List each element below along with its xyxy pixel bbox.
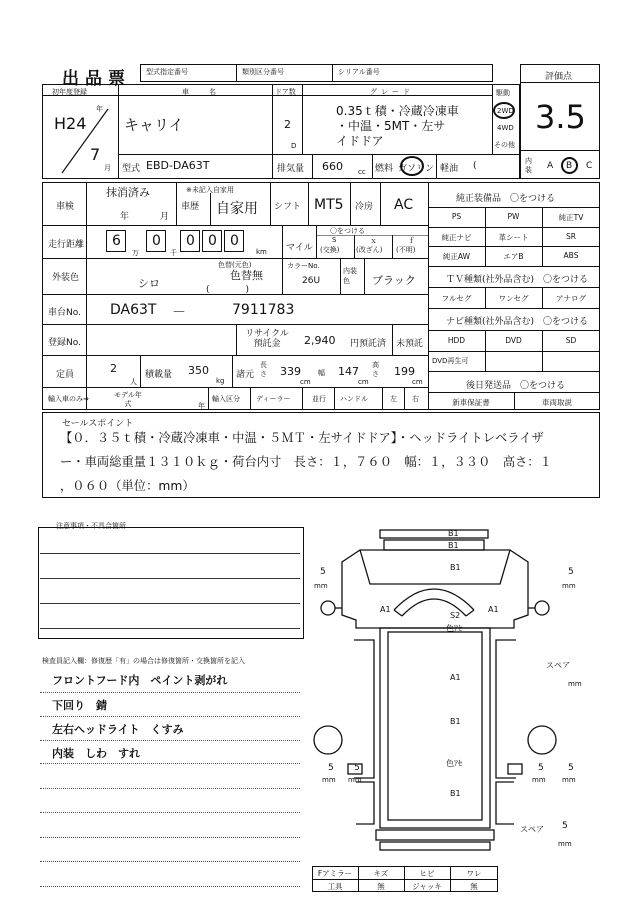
sales-point-line1: 【０．３５ｔ積・冷蔵冷凍車・中温・５ＭＴ・左サイドドア】・ヘッドライトレベライザ: [60, 431, 544, 445]
history-label: 車歴: [181, 202, 200, 212]
miles-label: マイル: [286, 243, 313, 253]
height-label: 高さ: [372, 361, 379, 378]
mileage-digit-5: 0: [230, 233, 239, 249]
vehicle-damage-diagram: [300, 520, 600, 865]
note-item-3: 左右ヘッドライト くすみ: [52, 723, 184, 736]
year-unit: 年: [96, 105, 103, 113]
rating-value: 3.5: [535, 98, 586, 136]
tv-oneseg: ワンセグ: [498, 294, 529, 303]
recycle-paid: 円預託済: [350, 339, 387, 349]
meter-s: S: [332, 236, 337, 244]
width-label: 幅: [318, 369, 325, 377]
eq-leather: 革シート: [498, 233, 529, 242]
legend-h1: Fアミラー: [317, 869, 353, 878]
inspector-label: 検査員記入欄：修復歴「有」の場合は修復箇所・交換箇所を記入: [42, 657, 245, 665]
genuine-equipment-label: 純正装備品 〇をつける: [456, 194, 556, 204]
diag-b1-cab: B1: [450, 563, 461, 572]
caution-label: 注意事項・不具合箇所: [56, 522, 126, 530]
shaken-year: 年: [120, 212, 130, 222]
sales-point-line3: ，０６０（単位：mm）: [60, 479, 195, 493]
diag-a1-right: A1: [488, 605, 499, 614]
fuel-gasoline-circle: [400, 156, 424, 176]
height-cm: cm: [412, 378, 423, 386]
aftermarket-label: 後日発送品 〇をつける: [466, 381, 566, 391]
first-reg-month: 7: [90, 145, 101, 164]
tread-rear-3-mm: mm: [532, 776, 546, 784]
load-unit: kg: [216, 377, 225, 385]
first-reg-year: H24: [54, 114, 87, 133]
doors-value: 2: [284, 118, 291, 131]
diag-iroke-top: 色ｱｾ: [446, 624, 462, 633]
legend-r2: 無: [377, 882, 385, 891]
length-cm: cm: [300, 378, 311, 386]
diag-s2: S2: [450, 611, 461, 620]
spare-top-mm: mm: [568, 680, 582, 688]
meter-x-text: (改ざん): [356, 246, 383, 254]
sales-point-line2: ー・車両総重量１３１０ｋｇ・荷台内寸 長さ：１，７６０ 幅：１，３３０ 高さ：１: [60, 455, 552, 469]
tread-rear-4-mm: mm: [562, 776, 576, 784]
mileage-label: 走行距離: [48, 240, 85, 250]
meter-q-text: (不明): [396, 246, 416, 254]
width-value: 147: [338, 365, 359, 378]
interior-b: B: [566, 161, 573, 171]
displacement-label: 排気量: [277, 164, 305, 174]
color-no-label: カラーNo.: [287, 262, 320, 270]
mileage-sen: 千: [170, 249, 177, 257]
legend-h4: ワレ: [466, 869, 482, 878]
fuel-paren: (: [473, 161, 477, 171]
grade-line2: ・中温・5MT・左サ: [336, 119, 446, 133]
color-change-label: 色替(元色): [218, 261, 252, 269]
tread-rear-4: 5: [568, 763, 574, 773]
capacity-unit: 人: [130, 378, 137, 386]
recycle-unpaid: 未預託: [396, 339, 424, 349]
fuel-label: 燃料: [375, 164, 394, 174]
form-title: 出品票: [62, 69, 131, 89]
capacity-label: 定員: [56, 370, 75, 380]
grade-line1: 0.35ｔ積・冷蔵冷凍車: [336, 104, 459, 118]
legend-h2: キズ: [373, 869, 389, 878]
color-label: 外装色: [52, 273, 80, 283]
note-item-4: 内装 しわ すれ: [52, 747, 140, 760]
interior-color-label: 内装色: [343, 267, 357, 285]
model-label: 型式: [122, 164, 141, 174]
eq-abs: ABS: [563, 251, 579, 260]
fuel-gasoline: ガソリン: [398, 164, 435, 174]
tread-rear-1: 5: [328, 763, 334, 773]
tread-rear-2-mm: mm: [348, 776, 362, 784]
mileage-digit-4: 0: [208, 233, 217, 249]
car-name: キャリイ: [124, 116, 184, 134]
color-value: シロ: [138, 277, 160, 290]
interior-label: 内装: [525, 157, 532, 174]
navi-dvd: DVD: [505, 336, 522, 345]
fuel-diesel: 軽油: [440, 164, 459, 174]
field-category: 類別区分番号: [242, 68, 284, 76]
eq-ps: PS: [451, 212, 462, 221]
navi-type-label: ナビ種類(社外品含む) 〇をつける: [446, 317, 589, 327]
drive-2wd-circle: [493, 102, 515, 119]
rating-label: 評価点: [545, 72, 573, 82]
field-serial: シリアル番号: [338, 68, 380, 76]
meter-s-text: (交換): [320, 246, 340, 254]
length-label: 長さ: [260, 361, 267, 378]
import-class-label: 輸入区分: [212, 395, 240, 403]
diag-b1-front-b: B1: [448, 541, 459, 550]
month-unit: 月: [104, 164, 111, 172]
legend-r4: 無: [470, 882, 478, 891]
drive-4wd: 4WD: [497, 124, 514, 132]
diag-b1-rear: B1: [450, 789, 461, 798]
width-cm: cm: [358, 378, 369, 386]
shaken-label: 車検: [56, 202, 75, 212]
diag-iroke-bottom: 色ｱｾ: [446, 759, 462, 768]
drive-other: その他: [494, 141, 515, 149]
field-type-designation: 型式指定番号: [146, 68, 188, 76]
history-value: 自家用: [216, 201, 258, 217]
grade-line3: イドドア: [336, 134, 384, 148]
spare-bottom-value: 5: [562, 821, 568, 831]
tread-rear-3: 5: [538, 763, 544, 773]
chassis-number: 7911783: [232, 302, 295, 318]
tread-front-right-mm: mm: [562, 582, 576, 590]
spare-bottom-mm: mm: [558, 840, 572, 848]
interior-b-circle: [561, 157, 578, 174]
handle-left: 左: [390, 395, 397, 403]
interior-color-value: ブラック: [372, 274, 416, 287]
color-change-value: 色替無: [230, 269, 263, 282]
dealer-option: ディーラー: [256, 395, 291, 403]
doors-label: ドア数: [275, 88, 296, 96]
note-item-2: 下回り 錆: [52, 699, 107, 712]
load-label: 積載量: [145, 370, 173, 380]
sales-point-label: セールスポイント: [62, 419, 134, 429]
tv-analog: アナログ: [556, 294, 586, 303]
eq-navi: 純正ナビ: [441, 233, 472, 242]
eq-sr: SR: [566, 232, 576, 241]
import-label: 輸入車のみ⇒: [48, 395, 89, 403]
color-no-value: 26U: [302, 276, 321, 286]
tread-rear-1-mm: mm: [322, 776, 336, 784]
ac-label: 冷房: [355, 202, 374, 212]
spare-label-top: スペア: [546, 661, 570, 670]
tread-rear-2: 5: [354, 763, 360, 773]
cc-unit: cc: [358, 168, 366, 176]
shift-value: MT5: [314, 197, 344, 213]
shaken-month: 月: [160, 212, 170, 222]
tv-type-label: ＴＶ種類(社外品含む) 〇をつける: [446, 275, 589, 285]
meter-q: ｆ: [408, 237, 415, 245]
aftermarket-warranty: 新車保証書: [452, 398, 490, 407]
drive-2wd: 2WD: [497, 107, 514, 115]
length-value: 339: [280, 365, 301, 378]
circle-note: 〇をつける: [330, 227, 365, 235]
mileage-man: 万: [132, 249, 139, 257]
eq-tv: 純正TV: [558, 213, 584, 222]
ac-value: AC: [394, 197, 414, 213]
recycle-amount: 2,940: [304, 334, 336, 347]
diag-a1-center: A1: [450, 673, 461, 682]
chassis-prefix: DA63T: [110, 302, 157, 318]
legend-r1: 工具: [327, 882, 343, 891]
tread-front-right: 5: [568, 567, 574, 577]
doors-unit: D: [291, 142, 297, 150]
navi-hdd: HDD: [447, 336, 466, 345]
interior-c: C: [586, 161, 593, 171]
dvd-playback: DVD再生可: [432, 357, 469, 365]
tread-front-left-mm: mm: [314, 582, 328, 590]
tread-front-left: 5: [320, 567, 326, 577]
shift-label: シフト: [274, 202, 302, 212]
tv-fullseg: フルセグ: [441, 294, 472, 303]
dims-label: 諸元: [236, 370, 255, 380]
height-value: 199: [394, 365, 415, 378]
parallel-option: 並行: [312, 395, 326, 403]
handle-right: 右: [412, 395, 419, 403]
eq-aw: 純正AW: [442, 252, 471, 261]
interior-a: A: [547, 161, 554, 171]
recycle-label: リサイクル預託金: [245, 329, 289, 349]
car-name-label: 車名: [182, 88, 236, 96]
diag-a1-left: A1: [380, 605, 391, 614]
drive-label: 駆動: [496, 89, 510, 97]
legend-h3: ヒビ: [419, 869, 435, 878]
model-year-label: モデル年式: [114, 391, 142, 408]
note-item-1: フロントフード内 ペイント剥がれ: [52, 674, 228, 687]
navi-sd: SD: [565, 336, 577, 345]
diag-b1-front-a: B1: [448, 529, 459, 538]
grade-label: グレード: [370, 88, 414, 96]
aftermarket-manual: 車両取説: [542, 398, 572, 407]
chassis-label: 車台No.: [48, 308, 81, 318]
diag-b1-mid: B1: [450, 717, 461, 726]
model-value: EBD-DA63T: [146, 159, 210, 172]
handle-label: ハンドル: [340, 395, 368, 403]
history-note: ※未記入自家用: [186, 186, 234, 194]
eq-pw: PW: [507, 212, 520, 221]
reg-no-label: 登録No.: [48, 338, 81, 348]
shaken-value: 抹消済み: [106, 186, 150, 199]
mileage-km: km: [256, 248, 267, 256]
mileage-digit-1: 6: [112, 233, 121, 249]
first-reg-label: 初年度登録: [52, 88, 87, 96]
meter-x: ｘ: [370, 237, 377, 245]
displacement-value: 660: [322, 160, 343, 173]
color-paren: ( ): [206, 285, 250, 295]
mileage-digit-3: 0: [186, 233, 195, 249]
spare-label-bottom: スペア: [520, 825, 544, 834]
mileage-digit-2: 0: [152, 233, 161, 249]
capacity-value: 2: [110, 362, 117, 375]
model-year-unit: 年: [198, 402, 205, 410]
eq-airbag: エアB: [503, 252, 524, 261]
load-value: 350: [188, 364, 209, 377]
legend-r3: ジャッキ: [412, 882, 442, 891]
chassis-dash: －: [172, 305, 186, 321]
